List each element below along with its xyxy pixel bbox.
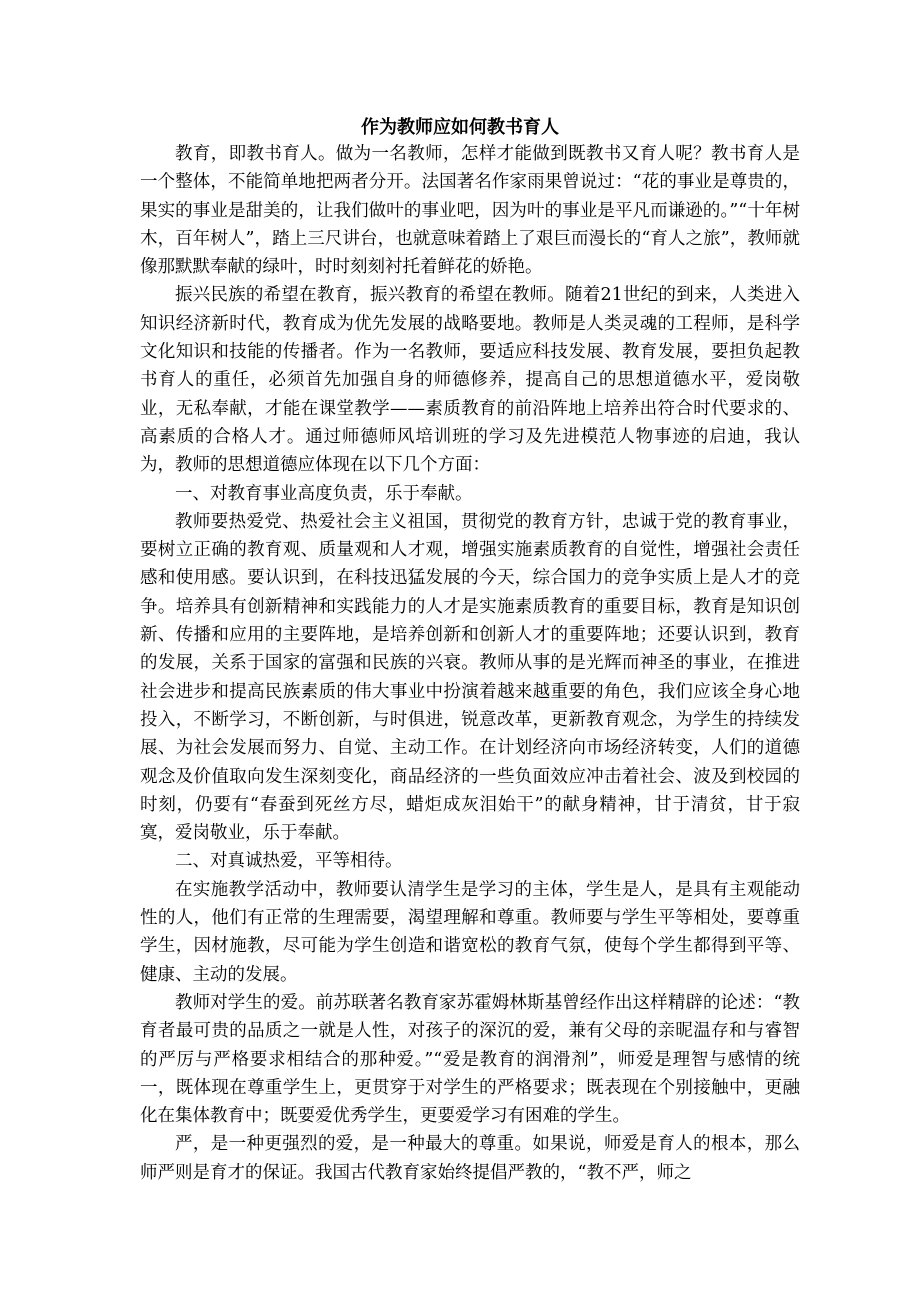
paragraph-dedication: 教师要热爱党、热爱社会主义祖国，贯彻党的教育方针，忠诚于党的教育事业，要树立正确的教育观、质量观和人才观，增强实施素质教育的自觉性，增强社会责任感和使用感。要认识到，在科技迅猛发展的今天，综合国力的竞争实质上是人才的竞争。培养具有创新精神和实践能力的人才是实施素质教育的重要目标，教育是知识创新、传播和应用的主要阵地，是培养创新和创新人才的重要阵地；还要认识到，教育的发展，关系于国家的富强和民族的兴衰。教师从事的是光辉而神圣的事业，在推进社会进步和提高民族素质的伟大事业中扮演着越来越重要的角色，我们应该全身心地投入，不断学习，不断创新，与时俱进，锐意改革，更新教育观念，为学生的持续发展、为社会发展而努力、自觉、主动工作。在计划经济向市场经济转变，人们的道德观念及价值取向发生深刻变化，商品经济的一些负面效应冲击着社会、波及到校园的时刻，仍要有“春蚕到死丝方尽，蜡炬成灰泪始干”的献身精神，甘于清贫，甘于寂寞，爱岗敬业，乐于奉献。 (140, 511, 800, 844)
section-heading-1: 一、对教育事业高度负责，乐于奉献。 (175, 483, 473, 504)
paragraph-intro: 教育，即教书育人。做为一名教师，怎样才能做到既教书又育人呢？教书育人是一个整体，不能简单地把两者分开。法国著名作家雨果曾说过：“花的事业是尊贵的，果实的事业是甜美的，让我们做叶的事业吧，因为叶的事业是平凡而谦逊的。”“十年树木，百年树人”，踏上三尺讲台，也就意味着踏上了艰巨而漫长的“育人之旅”，教师就像那默默奉献的绿叶，时时刻刻衬托着鲜花的娇艳。 (140, 144, 800, 278)
document-title: 作为教师应如何教书育人 (361, 117, 559, 138)
paragraph-student-subject: 在实施教学活动中，教师要认清学生是学习的主体，学生是人，是具有主观能动性的人，他们有正常的生理需要，渴望理解和尊重。教师要与学生平等相处，要尊重学生，因材施教，尽可能为学生创造和谐宽松的教育气氛，使每个学生都得到平等、健康、主动的发展。 (140, 879, 800, 985)
document-body (140, 140, 800, 1187)
section-heading-2: 二、对真诚热爱，平等相待。 (175, 851, 403, 872)
paragraph-strictness: 严，是一种更强烈的爱，是一种最大的尊重。如果说，师爱是育人的根本，那么师严则是育才的保证。我国古代教育家始终提倡严教的，“教不严，师之 (140, 1134, 800, 1183)
paragraph-teacher-love: 教师对学生的爱。前苏联著名教育家苏霍姆林斯基曾经作出这样精辟的论述：“教育者最可贵的品质之一就是人性，对孩子的深沉的爱，兼有父母的亲昵温存和与睿智的严厉与严格要求相结合的那种爱。”“爱是教育的润滑剂”，师爱是理智与感情的统一，既体现在尊重学生上，更贯穿于对学生的严格要求；既表现在个别接触中，更融化在集体教育中；既要爱优秀学生，更要爱学习有困难的学生。 (140, 992, 800, 1127)
paragraph-national-revival: 振兴民族的希望在教育，振兴教育的希望在教师。随着21世纪的到来，人类进入知识经济新时代，教育成为优先发展的战略要地。教师是人类灵魂的工程师，是科学文化知识和技能的传播者。作为一名教师，要适应科技发展、教育发展，要担负起教书育人的重任，必须首先加强自身的师德修养，提高自己的思想道德水平，爱岗敬业，无私奉献，才能在课堂教学——素质教育的前沿阵地上培养出符合时代要求的、高素质的合格人才。通过师德师风培训班的学习及先进模范人物事迹的启迪，我认为，教师的思想道德应体现在以下几个方面： (140, 285, 800, 476)
